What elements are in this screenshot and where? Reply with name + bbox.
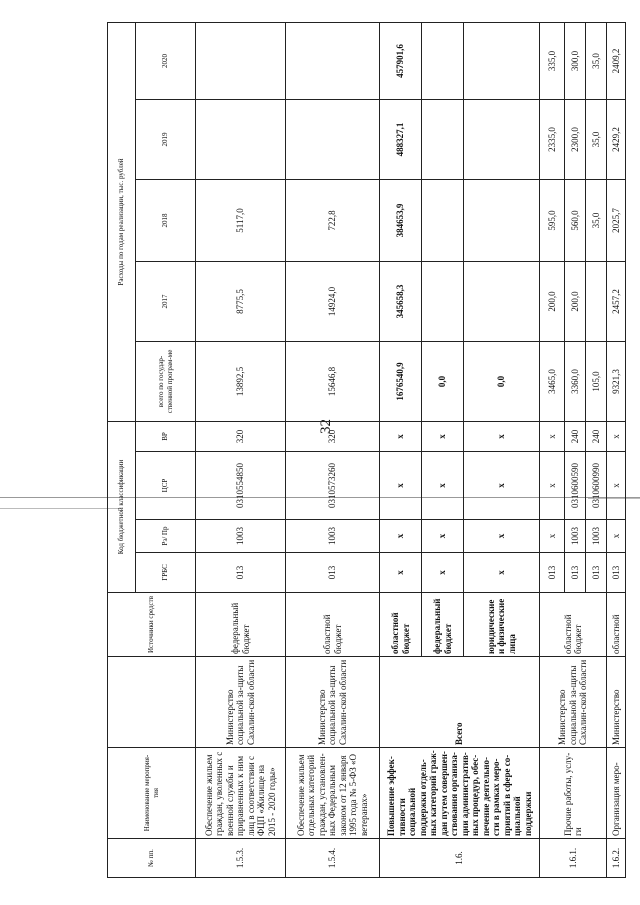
row-num: 1.6. [380,839,540,878]
row-csr: x [540,452,565,520]
header-name: Наименование мероприя-тия [108,748,196,839]
header-num: № пп. [108,839,196,878]
row-rzpr: 1003 [565,520,586,553]
row-source: федеральный бюджет [422,593,464,657]
row-2020 [286,22,380,99]
row-2020: 2409,2 [607,22,626,99]
row-2020: 35,0 [586,22,607,99]
row-2017: 200,0 [565,261,586,341]
row-grbs: x [380,553,422,593]
row-2020 [196,22,286,99]
row-vr: 320 [286,421,380,451]
row-2018 [422,179,464,261]
budget-table [107,22,626,878]
row-executor: Всего [380,657,540,748]
row-2017: 14924,0 [286,261,380,341]
row-vr: x [607,421,626,451]
row-grbs: 013 [540,553,565,593]
header-2020: 2020 [136,22,196,99]
row-vr: 240 [565,421,586,451]
row-source: федеральный бюджет [196,593,286,657]
row-source: областной бюджет [380,593,422,657]
row-total: 3360,0 [565,341,586,421]
table-row [196,22,286,877]
row-executor: Министерство социальной за-щиты Сахалин-ской области [540,657,607,748]
header-vr: ВР [136,421,196,451]
row-csr: x [380,452,422,520]
row-2018: 35,0 [586,179,607,261]
row-grbs: 013 [607,553,626,593]
row-2019 [464,99,540,179]
header-csr: ЦСР [136,452,196,520]
scan-artifact-line [0,508,120,509]
row-rzpr: 1003 [586,520,607,553]
row-grbs: 013 [286,553,380,593]
row-vr: 240 [586,421,607,451]
row-csr: 0310573260 [286,452,380,520]
row-csr: 0310600590 [565,452,586,520]
row-2019: 488327,1 [380,99,422,179]
row-rzpr: x [422,520,464,553]
row-csr: 0310600990 [586,452,607,520]
row-name: Организация меро- [607,748,626,839]
header-2017: 2017 [136,261,196,341]
header-row-main [108,22,136,877]
row-num: 1.6.1. [540,839,607,878]
row-2019 [422,99,464,179]
header-expenses: Расходы по годам реализации, тыс. рублей [108,22,136,421]
page-number: 32 [318,419,334,434]
row-2020: 300,0 [565,22,586,99]
row-vr: x [540,421,565,451]
header-2019: 2019 [136,99,196,179]
row-2019: 2300,0 [565,99,586,179]
row-2019: 2429,2 [607,99,626,179]
rotated-table-container [107,23,621,878]
row-2018: 560,0 [565,179,586,261]
row-grbs: x [422,553,464,593]
row-csr: x [464,452,540,520]
row-rzpr: x [380,520,422,553]
row-grbs: 013 [196,553,286,593]
row-2017 [422,261,464,341]
row-2020: 335,0 [540,22,565,99]
row-2018: 595,0 [540,179,565,261]
row-rzpr: x [607,520,626,553]
row-2017: 2457,2 [607,261,626,341]
row-2020: 457901,6 [380,22,422,99]
header-grbs: ГРБС [136,553,196,593]
row-2019: 2335,0 [540,99,565,179]
row-rzpr: 1003 [196,520,286,553]
row-2018: 5117,0 [196,179,286,261]
row-source: областной бюджет [286,593,380,657]
row-2018: 2025,7 [607,179,626,261]
row-2020 [422,22,464,99]
row-2017: 200,0 [540,261,565,341]
row-num: 1.5.3. [196,839,286,878]
row-vr: 320 [196,421,286,451]
row-grbs: 013 [565,553,586,593]
row-grbs: x [464,553,540,593]
table-row [286,22,380,877]
header-executor [108,657,196,748]
row-total: 3465,0 [540,341,565,421]
row-csr: 0310554850 [196,452,286,520]
row-total: 15646,8 [286,341,380,421]
row-rzpr: x [540,520,565,553]
row-total: 13892,5 [196,341,286,421]
row-executor: Министерство социальной за-щиты Сахалин-ской области [196,657,286,748]
row-total: 1676540,9 [380,341,422,421]
table-row [380,22,422,877]
row-num: 1.5.4. [286,839,380,878]
row-2018 [464,179,540,261]
row-name: Прочие работы, услу-ги [540,748,607,839]
row-source: областной бюджет [540,593,607,657]
table-row [540,22,565,877]
row-rzpr: x [464,520,540,553]
row-vr: x [422,421,464,451]
row-2017 [586,261,607,341]
row-2017: 345658,3 [380,261,422,341]
row-2018: 384653,9 [380,179,422,261]
row-vr: x [464,421,540,451]
row-2017: 8775,5 [196,261,286,341]
row-grbs: 013 [586,553,607,593]
header-total: всего по государ-ственной програм-ме [136,341,196,421]
row-total: 0,0 [422,341,464,421]
row-num: 1.6.2. [607,839,626,878]
header-budget-code: Код бюджетной классификации [108,421,136,592]
row-2020 [464,22,540,99]
row-2017 [464,261,540,341]
row-csr: x [422,452,464,520]
row-name: Обеспечение жильем отдельных категорий граждан, установлен-ных Федеральным законом от 12 января 1995 года № 5-ФЗ «О ветеранах» [286,748,380,839]
row-rzpr: 1003 [286,520,380,553]
row-executor: Министерство [607,657,626,748]
row-2019 [286,99,380,179]
row-total: 0,0 [464,341,540,421]
row-total: 9321,3 [607,341,626,421]
row-2019 [196,99,286,179]
row-2018: 722,8 [286,179,380,261]
row-vr: x [380,421,422,451]
row-name: Повышение эффек-тивности социальной поддержки отдель-ных категорий граж-дан путем совершен-ствования организа-ции административ-ных процедур, обес-печение деятельно-сти в рамках меро-приятий в сфере со-циальной поддержки [380,748,540,839]
row-executor: Министерство социальной за-щиты Сахалин-ской области [286,657,380,748]
row-source: юридические и физические лица [464,593,540,657]
row-source: областной [607,593,626,657]
header-2018: 2018 [136,179,196,261]
row-2019: 35,0 [586,99,607,179]
table-row [607,22,626,877]
header-rzpr: Рз/ Пр [136,520,196,553]
header-source: Источники средств [108,593,196,657]
row-name: Обеспечение жильем граждан, уволенных с военной службы и приравненных к ним лиц в соответствии с ФЦП «Жилище на 2015 - 2020 годы» [196,748,286,839]
row-total: 105,0 [586,341,607,421]
row-csr: x [607,452,626,520]
